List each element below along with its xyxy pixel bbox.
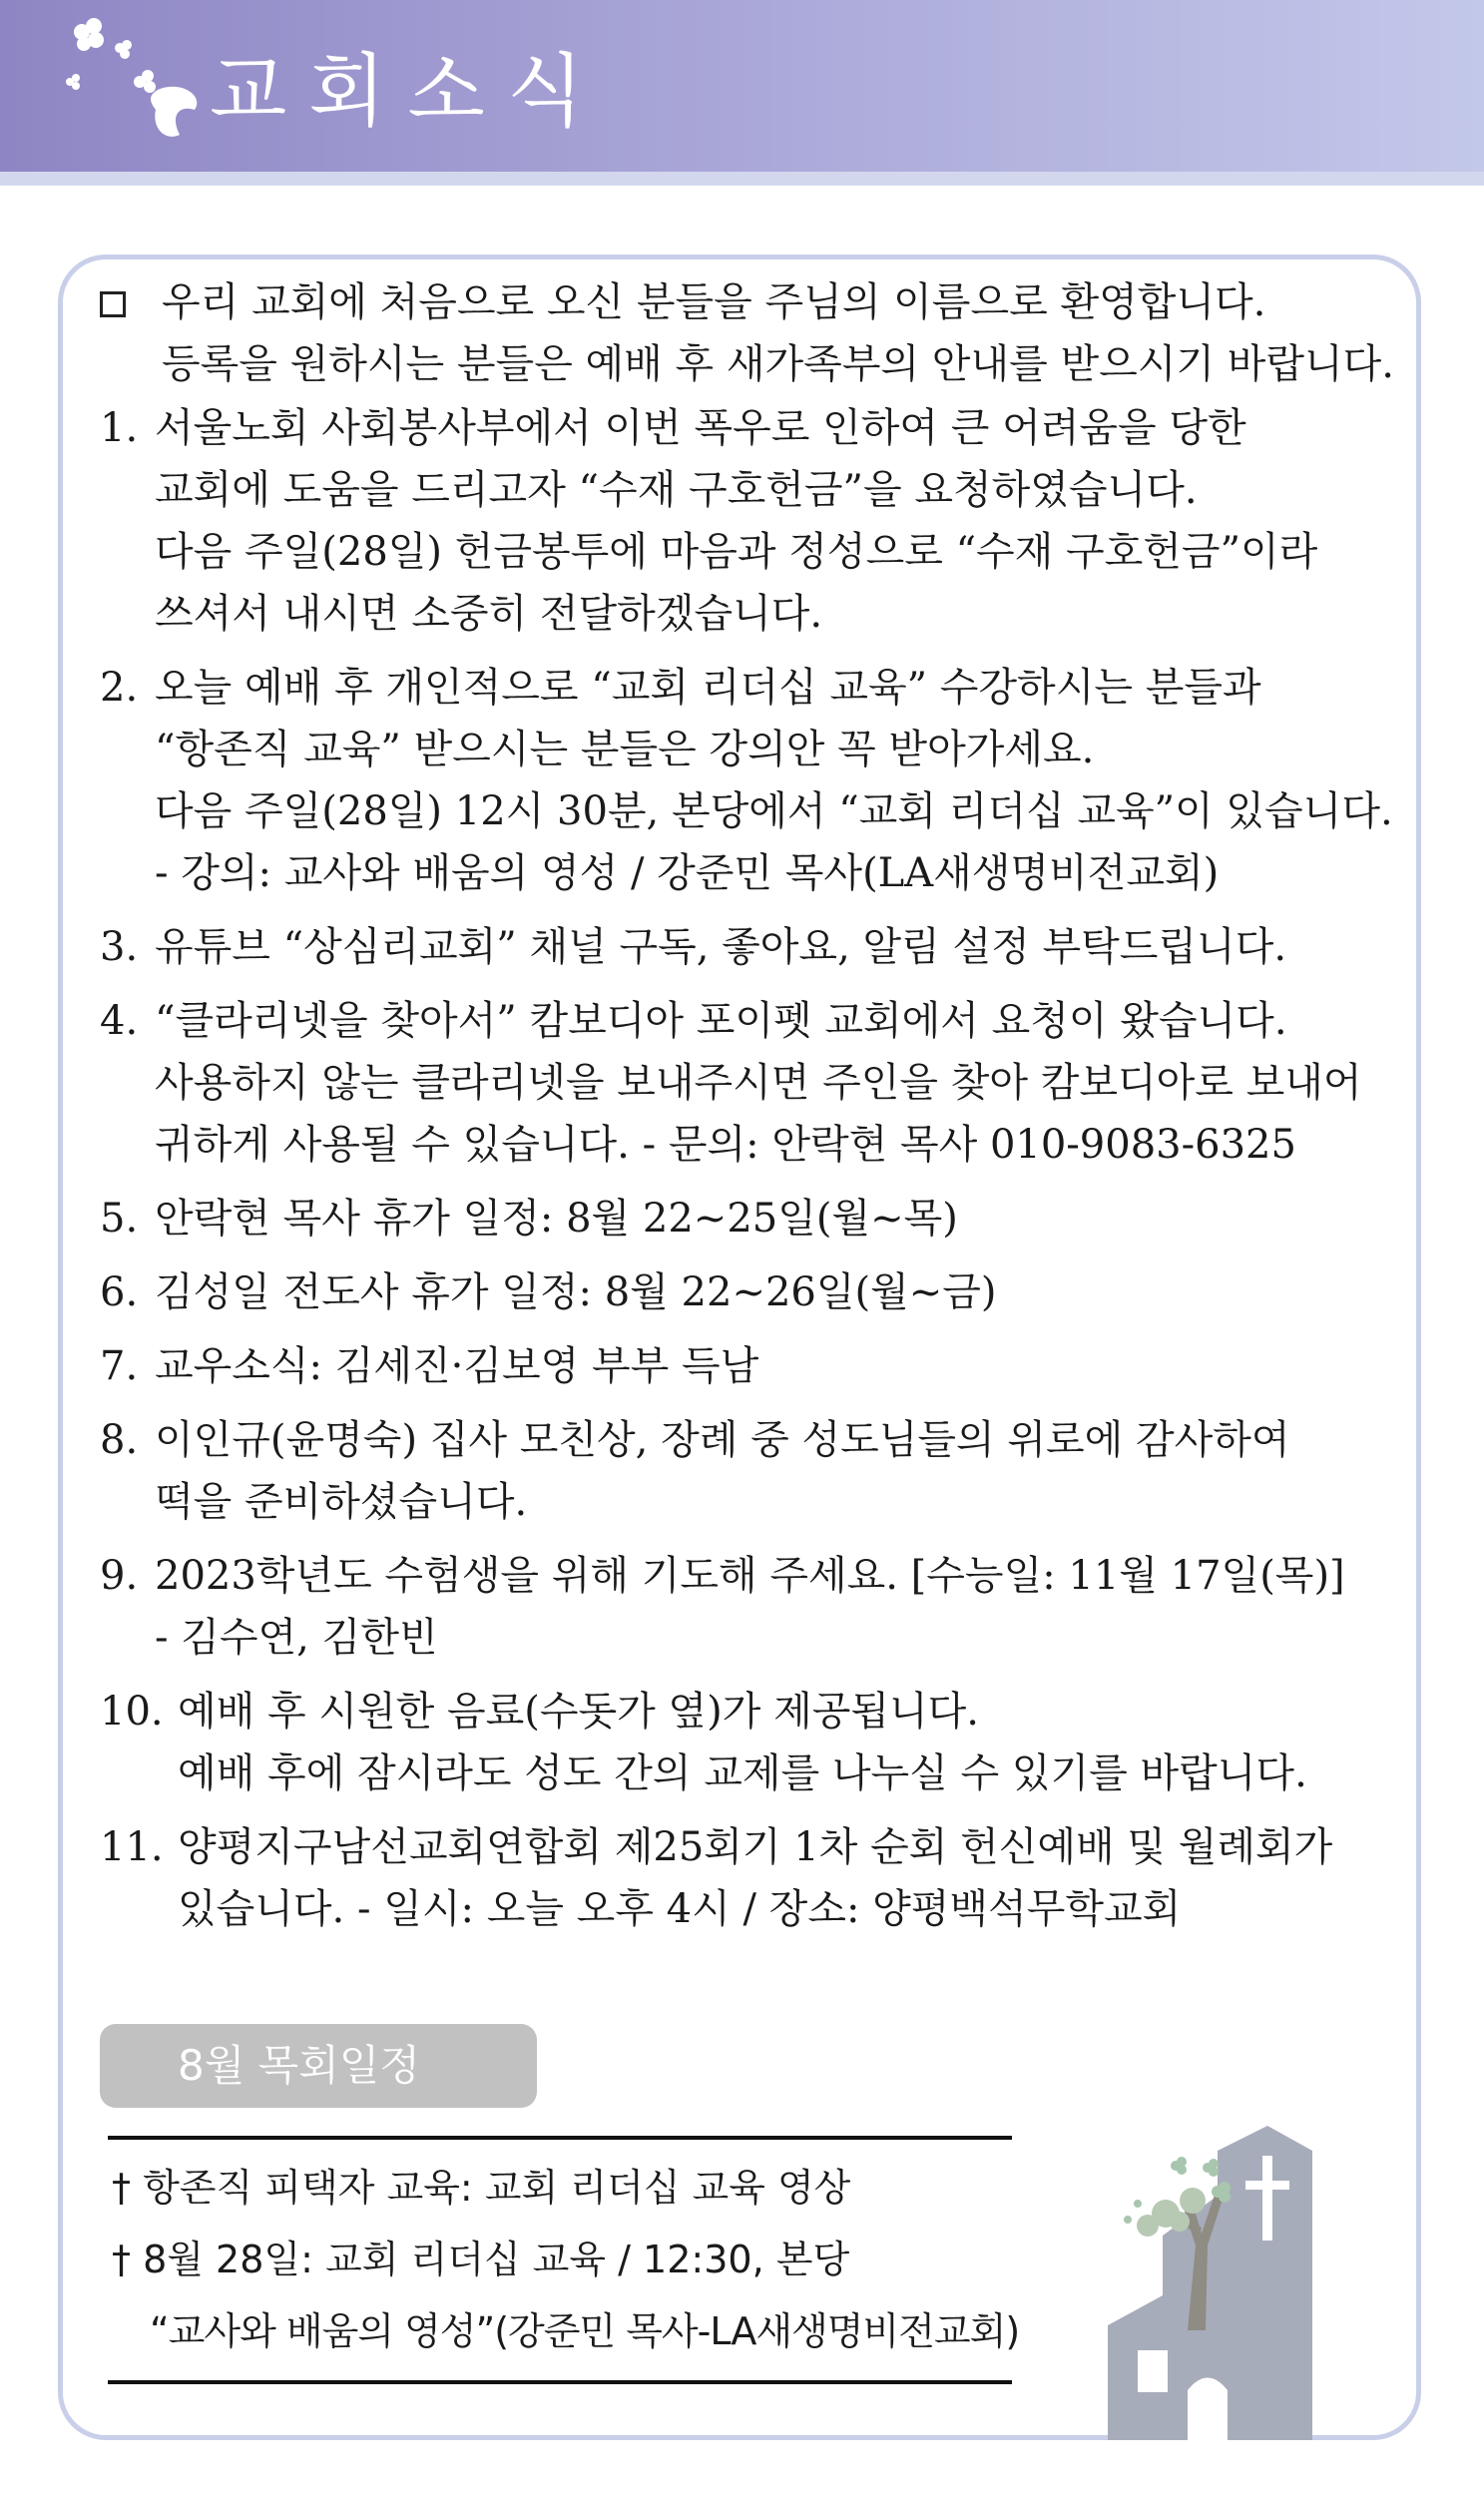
news-item xyxy=(100,1681,1389,1804)
news-item xyxy=(100,1816,1389,1940)
item-line: 귀하게 사용될 수 있습니다. - 문의: 안락현 목사 010-9083-6325 xyxy=(155,1122,1296,1168)
page-title: 교회소식 xyxy=(210,45,607,138)
news-item xyxy=(100,916,1389,978)
flower-decoration-icon xyxy=(30,10,205,145)
item-number: 11. xyxy=(100,1824,164,1870)
item-line: “클라리넷을 찾아서” 캄보디아 포이펫 교회에서 요청이 왔습니다. xyxy=(155,998,1287,1044)
news-item xyxy=(100,657,1393,904)
item-line: 유튜브 “상심리교회” 채널 구독, 좋아요, 알림 설정 부탁드립니다. xyxy=(155,924,1287,970)
schedule-list xyxy=(112,2152,1020,2367)
item-number: 7. xyxy=(100,1343,139,1389)
schedule-row: † 항존직 피택자 교육: 교회 리더십 교육 영상 xyxy=(112,2166,851,2210)
item-number: 10. xyxy=(100,1689,164,1735)
news-item xyxy=(100,1409,1389,1533)
item-line: - 강의: 교사와 배움의 영성 / 강준민 목사(LA새생명비전교회) xyxy=(155,850,1220,896)
item-line: 안락현 목사 휴가 일정: 8월 22~25일(월~목) xyxy=(155,1196,958,1242)
item-number: 2. xyxy=(100,665,139,711)
item-line: 사용하지 않는 클라리넷을 보내주시면 주인을 찾아 캄보디아로 보내어 xyxy=(155,1060,1362,1106)
item-line: 다음 주일(28일) 12시 30분, 본당에서 “교회 리더십 교육”이 있습니다. xyxy=(155,788,1393,834)
item-number: 6. xyxy=(100,1269,139,1315)
item-line: “항존직 교육” 받으시는 분들은 강의안 꼭 받아가세요. xyxy=(155,727,1095,772)
item-line: 다음 주일(28일) 헌금봉투에 마음과 정성으로 “수재 구호헌금”이라 xyxy=(155,529,1318,575)
item-line: 있습니다. - 일시: 오늘 오후 4시 / 장소: 양평백석무학교회 xyxy=(178,1886,1182,1932)
item-number: 1. xyxy=(100,405,139,451)
header-banner xyxy=(0,0,1484,172)
item-number: 5. xyxy=(100,1196,139,1242)
item-line: 교회에 도움을 드리고자 “수재 구호헌금”을 요청하였습니다. xyxy=(155,467,1198,513)
item-line: 2023학년도 수험생을 위해 기도해 주세요. [수능일: 11월 17일(목)] xyxy=(155,1553,1345,1599)
news-item xyxy=(100,1545,1389,1669)
news-list xyxy=(100,397,1393,1952)
news-item xyxy=(100,397,1389,645)
item-line: 양평지구남선교회연합회 제25회기 1차 순회 헌신예배 및 월례회가 xyxy=(178,1824,1333,1870)
schedule-row: † 8월 28일: 교회 리더십 교육 / 12:30, 본당 xyxy=(112,2238,850,2281)
header-strip xyxy=(0,172,1484,186)
divider xyxy=(108,2380,1012,2384)
item-line: 오늘 예배 후 개인적으로 “교회 리더십 교육” 수강하시는 분들과 xyxy=(155,665,1261,711)
item-line: 떡을 준비하셨습니다. xyxy=(155,1479,528,1525)
item-line: 교우소식: 김세진·김보영 부부 득남 xyxy=(155,1343,759,1389)
item-number: 8. xyxy=(100,1417,139,1463)
item-line: 쓰셔서 내시면 소중히 전달하겠습니다. xyxy=(155,591,823,637)
divider xyxy=(108,2136,1012,2140)
news-item xyxy=(100,1335,1389,1397)
checkbox-bullet-icon xyxy=(100,291,126,317)
schedule-title: 8월 목회일정 xyxy=(100,2024,537,2108)
item-line: 예배 후 시원한 음료(수돗가 옆)가 제공됩니다. xyxy=(178,1689,980,1735)
news-item xyxy=(100,1188,1389,1250)
item-number: 3. xyxy=(100,924,139,970)
item-line: 이인규(윤명숙) 집사 모친상, 장례 중 성도님들의 위로에 감사하여 xyxy=(155,1417,1290,1463)
item-line: - 김수연, 김한빈 xyxy=(155,1615,438,1661)
church-tree-illustration-icon xyxy=(1068,2096,1367,2440)
item-line: 서울노회 사회봉사부에서 이번 폭우로 인하여 큰 어려움을 당한 xyxy=(155,405,1246,451)
notice-line: 등록을 원하시는 분들은 예배 후 새가족부의 안내를 받으시기 바랍니다. xyxy=(162,341,1394,387)
item-number: 9. xyxy=(100,1553,139,1599)
item-line: 예배 후에 잠시라도 성도 간의 교제를 나누실 수 있기를 바랍니다. xyxy=(178,1750,1307,1796)
notice-line: 우리 교회에 처음으로 오신 분들을 주님의 이름으로 환영합니다. xyxy=(162,279,1266,325)
welcome-notice xyxy=(100,271,1417,395)
item-number: 4. xyxy=(100,998,139,1044)
news-item xyxy=(100,1261,1389,1323)
news-item xyxy=(100,990,1389,1176)
schedule-row: “교사와 배움의 영성”(강준민 목사-LA새생명비전교회) xyxy=(150,2309,1020,2353)
item-line: 김성일 전도사 휴가 일정: 8월 22~26일(월~금) xyxy=(155,1269,997,1315)
